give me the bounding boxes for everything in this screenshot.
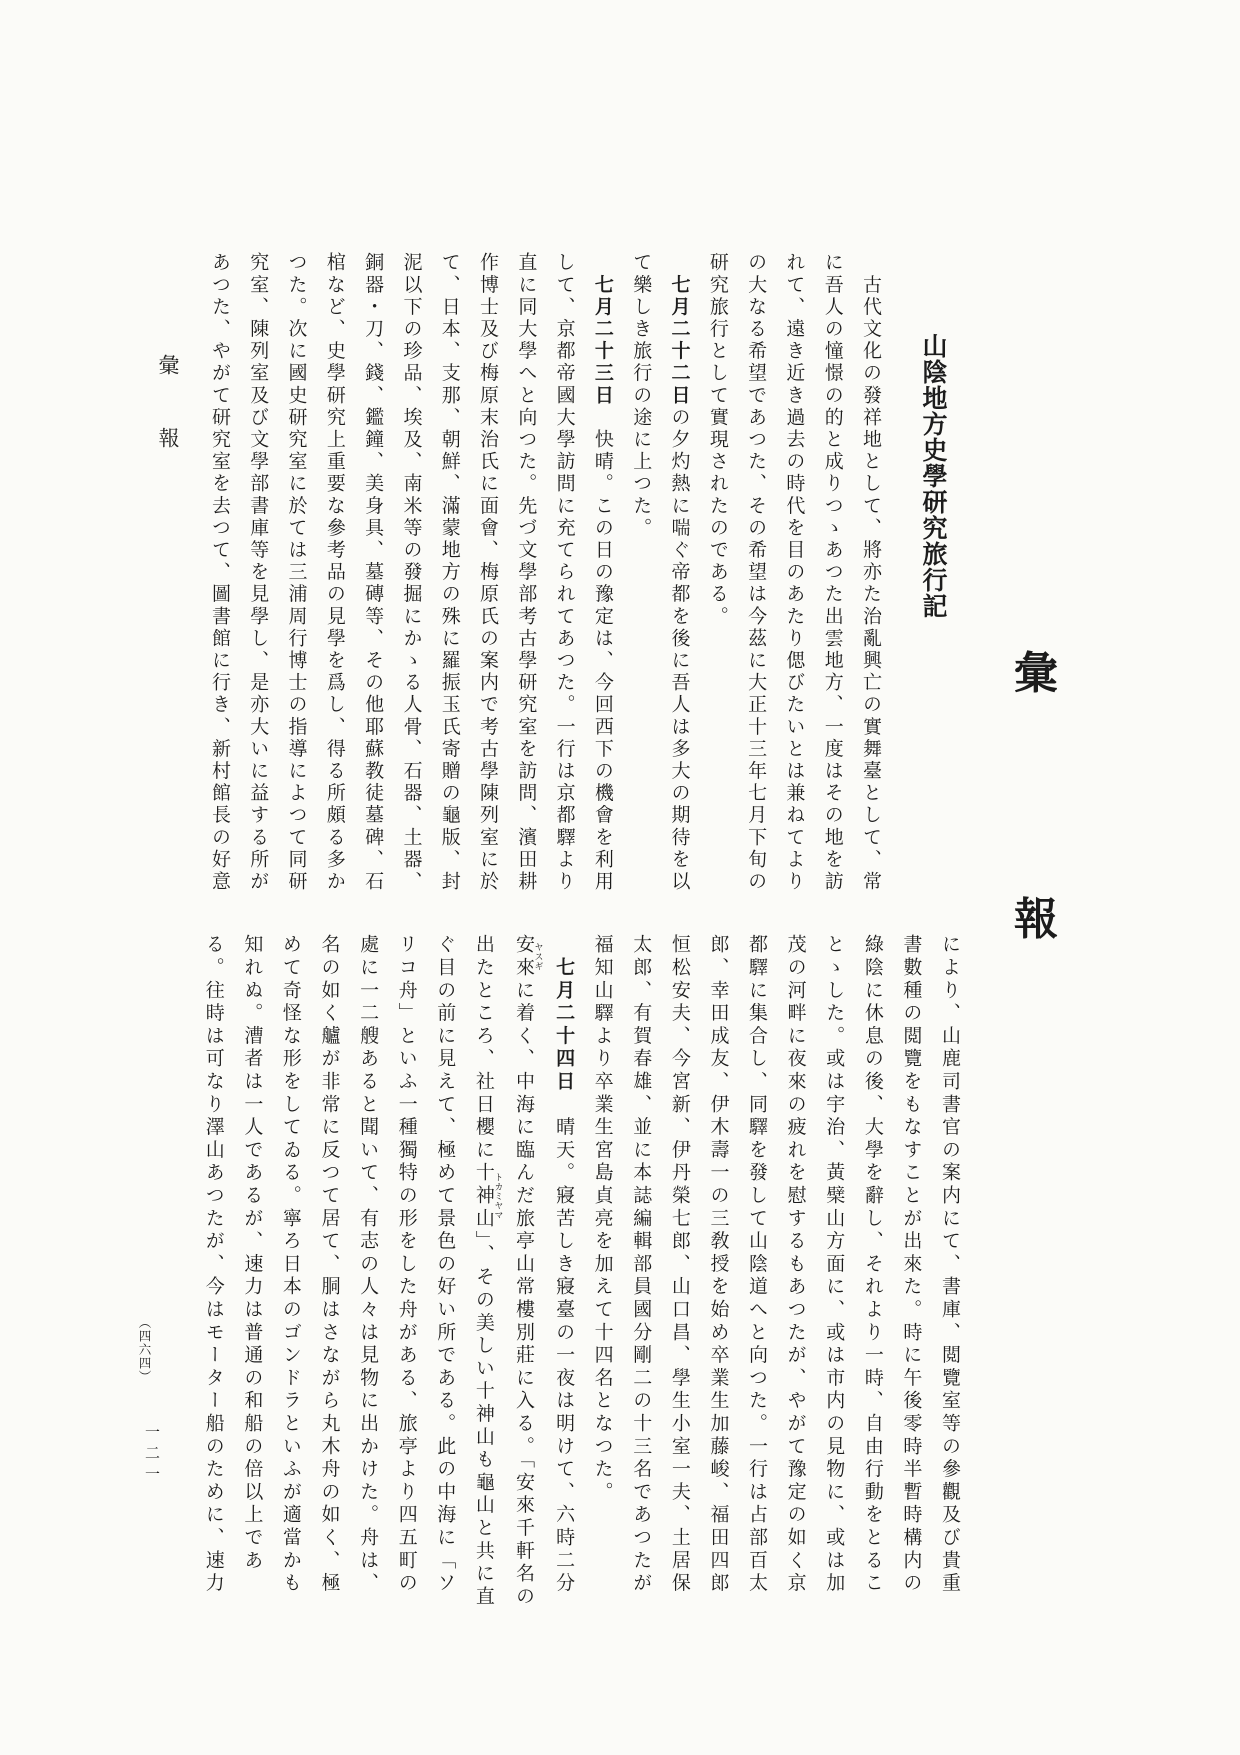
body-text: 出たところ、社日櫻に xyxy=(472,934,494,1162)
body-text: して、京都帝國大學訪問に充てられてあつた。一行は京都驛より xyxy=(553,252,575,893)
body-text: 知れぬ。漕者は一人であるが、速力は普通の和船の倍以上であ xyxy=(241,934,263,1573)
text-column xyxy=(270,934,309,1600)
text-column xyxy=(543,934,582,1600)
text-column xyxy=(583,252,621,894)
text-column xyxy=(621,934,660,1600)
body-text: あつた、やがて研究室を去つて、圖書館に行き、新村館長の好意 xyxy=(208,252,230,893)
body-text: 恒松安夫、今宮新、伊丹榮七郎、山口昌、學生小室一夫、土居保 xyxy=(668,934,690,1596)
body-text: 都驛に集合し、同驛を發して山陰道へと向つた。一行は占部百太 xyxy=(746,934,768,1596)
text-column xyxy=(659,252,697,894)
date-heading: 七月二十二日 xyxy=(668,274,690,407)
text-column xyxy=(775,934,814,1600)
text-column xyxy=(736,934,775,1600)
margin-bulletin-label: 彙報 xyxy=(156,354,180,500)
bulletin-header-kanji-top: 彙 xyxy=(1014,649,1058,698)
body-text: 綠陰に休息の後、大學を辭し、それより一時、自由行動をとるこ xyxy=(861,934,883,1596)
text-column xyxy=(276,252,314,894)
body-text: により、山鹿司書官の案内にて、書庫、閲覽室等の參觀及び貴重 xyxy=(939,934,960,1596)
body-text: 名の如く艫が非常に反つて居て、胴はさながら丸木舟の如く、極 xyxy=(318,934,340,1596)
body-text: 福知山驛より卒業生宮島貞亮を加えて十四名となつた。 xyxy=(591,934,613,1504)
body-text: の大なる希望であつた、その希望は今茲に大正十三年七月下旬の xyxy=(745,252,767,893)
text-column xyxy=(929,934,968,1600)
body-text: とゝした。或は宇治、黃檗山方面に、或は市内の見物に、或は加 xyxy=(823,934,845,1596)
text-column xyxy=(814,934,853,1600)
text-column xyxy=(736,252,774,894)
date-heading: 七月二十三日 xyxy=(591,274,613,407)
text-column xyxy=(503,934,544,1609)
text-column xyxy=(698,934,737,1600)
body-text: 茂の河畔に夜來の疲れを慰するもあつたが、やがて豫定の如く京 xyxy=(784,934,806,1596)
text-column xyxy=(315,252,353,894)
text-column xyxy=(812,252,850,894)
upper-text-block xyxy=(199,252,889,894)
body-text: 究室、陳列室及び文學部書庫等を見學し、是亦大いに益する所が xyxy=(247,252,269,893)
furigana-annotated-text: 安來 ヤスギ xyxy=(512,934,544,980)
date-heading: 七月二十四日 xyxy=(553,956,575,1094)
text-column xyxy=(544,252,582,894)
text-column xyxy=(429,252,467,894)
text-column xyxy=(891,934,930,1600)
body-text: の夕灼熱に喘ぐ帝都を後に吾人は多大の期待を以 xyxy=(668,406,690,893)
body-text xyxy=(553,934,574,957)
text-column xyxy=(659,934,698,1600)
body-text: 郎、幸田成友、伊木壽一の三敎授を始め卒業生加藤峻、福田四郎 xyxy=(707,934,729,1596)
body-text: 直に同大學へと向つた。先づ文學部考古學研究室を訪問、濱田耕 xyxy=(515,252,537,893)
lower-text-block xyxy=(196,934,968,1609)
body-text: て樂しき旅行の途に上つた。 xyxy=(630,252,652,540)
text-column xyxy=(506,252,544,894)
body-text: 作博士及び梅原末治氏に面會、梅原氏の案内で考古學陳列室に於 xyxy=(477,252,499,893)
furigana-annotated-text: 十神山 トカミヤマ xyxy=(472,1162,504,1231)
body-text: 銅器・刀、錢、鑑鐘、美身具、墓磚等、その他耶蘇教徒墓碑、石 xyxy=(362,252,384,893)
footer-page-number: 一二一 xyxy=(143,1424,159,1487)
text-column xyxy=(348,934,387,1600)
text-column xyxy=(852,934,891,1600)
body-text: つた。次に國史研究室に於ては三浦周行博士の指導によつて同研 xyxy=(285,252,307,893)
text-column xyxy=(386,934,425,1600)
body-text: めて奇怪な形をしてゐる。寧ろ日本のゴンドラといふが適當かも xyxy=(279,934,301,1596)
body-text xyxy=(669,252,690,274)
text-column xyxy=(232,934,271,1600)
body-text: に吾人の憧憬の的と成りつゝあつた出雲地方、一度はその地を訪 xyxy=(821,252,843,893)
text-column xyxy=(851,252,889,894)
body-text: に着く、中海に臨んだ旅亭山常樓別莊に入る。「安來千軒名の xyxy=(512,979,534,1609)
body-text: 處に一二艘あると聞いて、有志の人々は見物に出かけた。舟は、 xyxy=(357,934,379,1596)
text-column xyxy=(193,934,232,1600)
body-text: 太郎、有賀春雄、並に本誌編輯部員國分剛二の十三名であつたが xyxy=(630,934,652,1596)
body-text xyxy=(592,252,613,274)
body-text: 棺など、史學研究上重要な參考品の見學を爲し、得る所頗る多か xyxy=(323,252,345,893)
body-text: れて、遠き近き過去の時代を目のあたり偲びたいとは兼ねてより xyxy=(783,252,805,893)
text-column xyxy=(582,934,621,1600)
footer-folio-number: （四六四） xyxy=(137,1316,151,1384)
body-text: リコ舟」といふ一種獨特の形をした舟がある、旅亭より四五町の xyxy=(395,934,417,1596)
body-text: 晴天。寢苦しき寢臺の一夜は明けて、六時二分 xyxy=(553,1093,575,1596)
body-text: 古代文化の發祥地として、將亦た治亂興亡の實舞臺として、常 xyxy=(860,252,881,893)
body-text: て、日本、支那、朝鮮、滿蒙地方の殊に羅振玉氏寄贈の龜版、封 xyxy=(438,252,460,893)
text-column xyxy=(463,934,504,1609)
body-text: 快晴。この日の豫定は、今回西下の機會を利用 xyxy=(591,406,613,893)
text-column xyxy=(353,252,391,894)
text-column xyxy=(621,252,659,894)
text-column xyxy=(774,252,812,894)
bulletin-header-kanji-bottom: 報 xyxy=(1014,895,1058,944)
text-column xyxy=(391,252,429,894)
body-text: ぐ目の前に見えて、極めて景色の好い所である。此の中海に「ソ xyxy=(434,934,456,1596)
text-column xyxy=(425,934,464,1600)
text-column xyxy=(698,252,736,894)
article-title: 山陰地方史學研究旅行記 xyxy=(919,333,946,619)
body-text: 」、その美しい十神山も龜山と共に直 xyxy=(472,1230,494,1609)
text-column xyxy=(309,934,348,1600)
body-text: 泥以下の珍品、埃及、南米等の發掘にかゝる人骨、石器、土器、 xyxy=(400,252,422,893)
text-column xyxy=(238,252,276,894)
body-text: 研究旅行として實現されたのである。 xyxy=(706,252,728,628)
text-column xyxy=(468,252,506,894)
text-column xyxy=(200,252,238,894)
body-text: る。往時は可なり澤山あつたが、今はモーター船のために、速力 xyxy=(202,934,224,1596)
body-text: 書數種の閲覽をもなすことが出來た。時に午後零時半暫時構内の xyxy=(900,934,922,1596)
